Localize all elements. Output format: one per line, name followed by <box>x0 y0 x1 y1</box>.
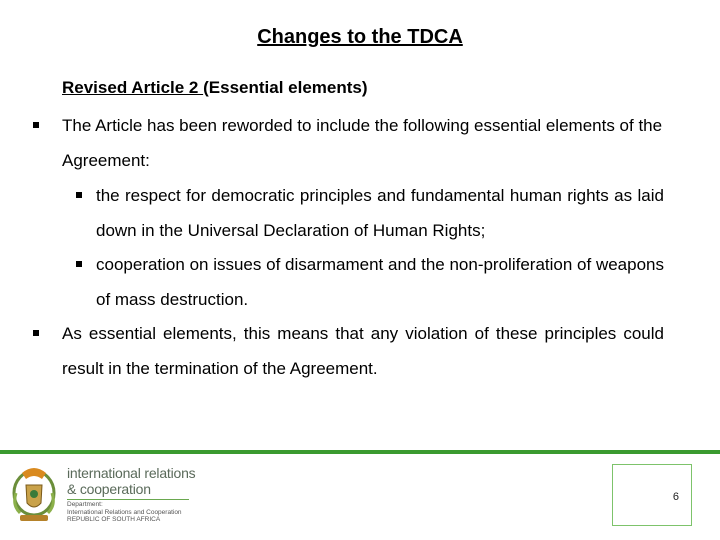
subtitle-article: Revised Article 2 <box>62 78 204 97</box>
bullet-2-text: As essential elements, this means that any violation of these principles could result in the termination of the Agreement. <box>62 324 664 378</box>
sub-bullet-1-text: the respect for democratic principles and fundamental human rights as laid down in the Universal Declaration of Human Rights; <box>96 186 664 240</box>
slide-title: Changes to the TDCA <box>257 26 463 48</box>
bullet-square-icon <box>33 330 39 336</box>
coat-of-arms-icon <box>8 463 60 529</box>
slide-subtitle <box>62 78 368 98</box>
dept-line3: REPUBLIC OF SOUTH AFRICA <box>67 516 161 523</box>
org-name-line2: & cooperation <box>67 481 151 497</box>
sub-bullet-square-icon <box>76 192 82 198</box>
footer-divider <box>0 450 720 454</box>
logo-rule <box>67 499 189 500</box>
page-number: 6 <box>672 491 679 503</box>
dept-line1: Department: <box>67 501 103 508</box>
subtitle-qualifier: (Essential elements) <box>203 78 368 97</box>
org-name <box>67 465 195 497</box>
org-name-line1: international relations <box>67 465 196 481</box>
department-label <box>67 501 182 524</box>
bullet-1-text: The Article has been reworded to include the following essential elements of the Agreement: <box>62 116 663 170</box>
sub-bullet-2-text: cooperation on issues of disarmament and the non-proliferation of weapons of mass destruction. <box>96 255 664 309</box>
dept-line2: International Relations and Cooperation <box>67 508 182 516</box>
bullet-square-icon <box>33 122 39 128</box>
sub-bullet-square-icon <box>76 261 82 267</box>
page-number-box <box>612 464 692 526</box>
